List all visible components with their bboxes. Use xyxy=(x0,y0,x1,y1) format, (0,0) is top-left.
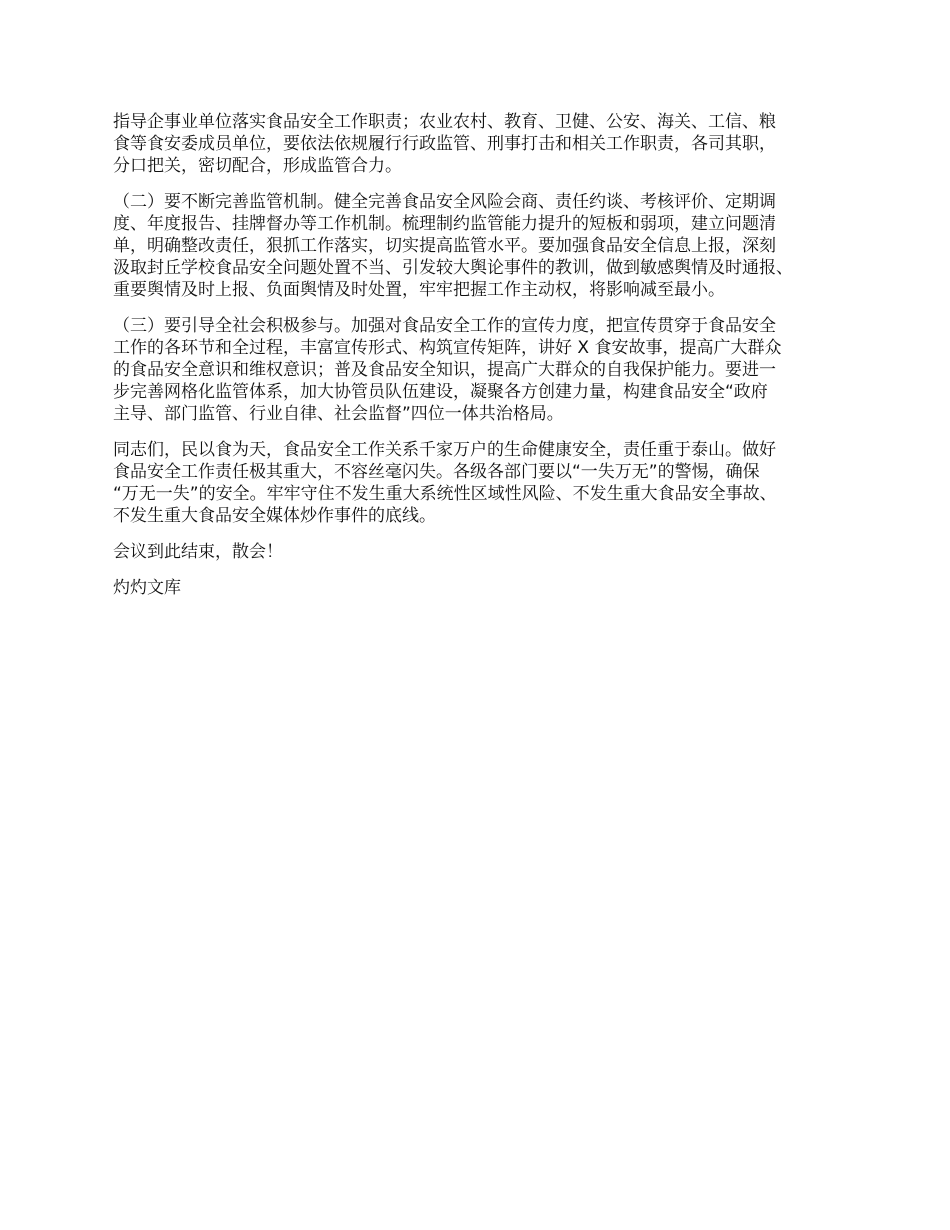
paragraph-participation: （三）要引导全社会积极参与。加强对食品安全工作的宣传力度，把宣传贯穿于食品安全 工作的各环节和全过程，丰富宣传形式、构筑宣传矩阵，讲好 X 食安故事，提高广大群众 的食品安全意识和维权意识；普及食品安全知识，提高广大群众的自我保护能力。要进一 步完善网格化监管体系，加大协管员队伍建设，凝聚各方创建力量，构建食品安全“政府 主导、部门监管、行业自律、社会监督”四位一体共治格局。 xyxy=(113,316,782,424)
paragraph-source: 灼灼文库 xyxy=(113,578,181,598)
document-body xyxy=(113,111,848,613)
paragraph-conclusion: 同志们，民以食为天，食品安全工作关系千家万户的生命健康安全，责任重于泰山。做好 食品安全工作责任极其重大，不容丝毫闪失。各级各部门要以“一失万无”的警惕，确保 “万无一失”的安全。牢牢守住不发生重大系统性区域性风险、不发生重大食品安全事故、 不发生重大食品安全媒体炒作事件的底线。 xyxy=(113,440,777,526)
paragraph-mechanism: （二）要不断完善监管机制。健全完善食品安全风险会商、责任约谈、考核评价、定期调 度、年度报告、挂牌督办等工作机制。梳理制约监管能力提升的短板和弱项，建立问题清 单，明确整改责任，狠抓工作落实，切实提高监管水平。要加强食品安全信息上报，深刻 汲取封丘学校食品安全问题处置不当、引发较大舆论事件的教训，做到敏感舆情及时通报、 重要舆情及时上报、负面舆情及时处置，牢牢把握工作主动权，将影响减至最小。 xyxy=(113,192,793,300)
paragraph-meeting-end: 会议到此结束，散会！ xyxy=(113,542,283,562)
paragraph-duties: 指导企事业单位落实食品安全工作职责；农业农村、教育、卫健、公安、海关、工信、粮 食等食安委成员单位，要依法依规履行行政监管、刑事打击和相关工作职责，各司其职， 分口把关，密切配合，形成监管合力。 xyxy=(113,112,776,176)
